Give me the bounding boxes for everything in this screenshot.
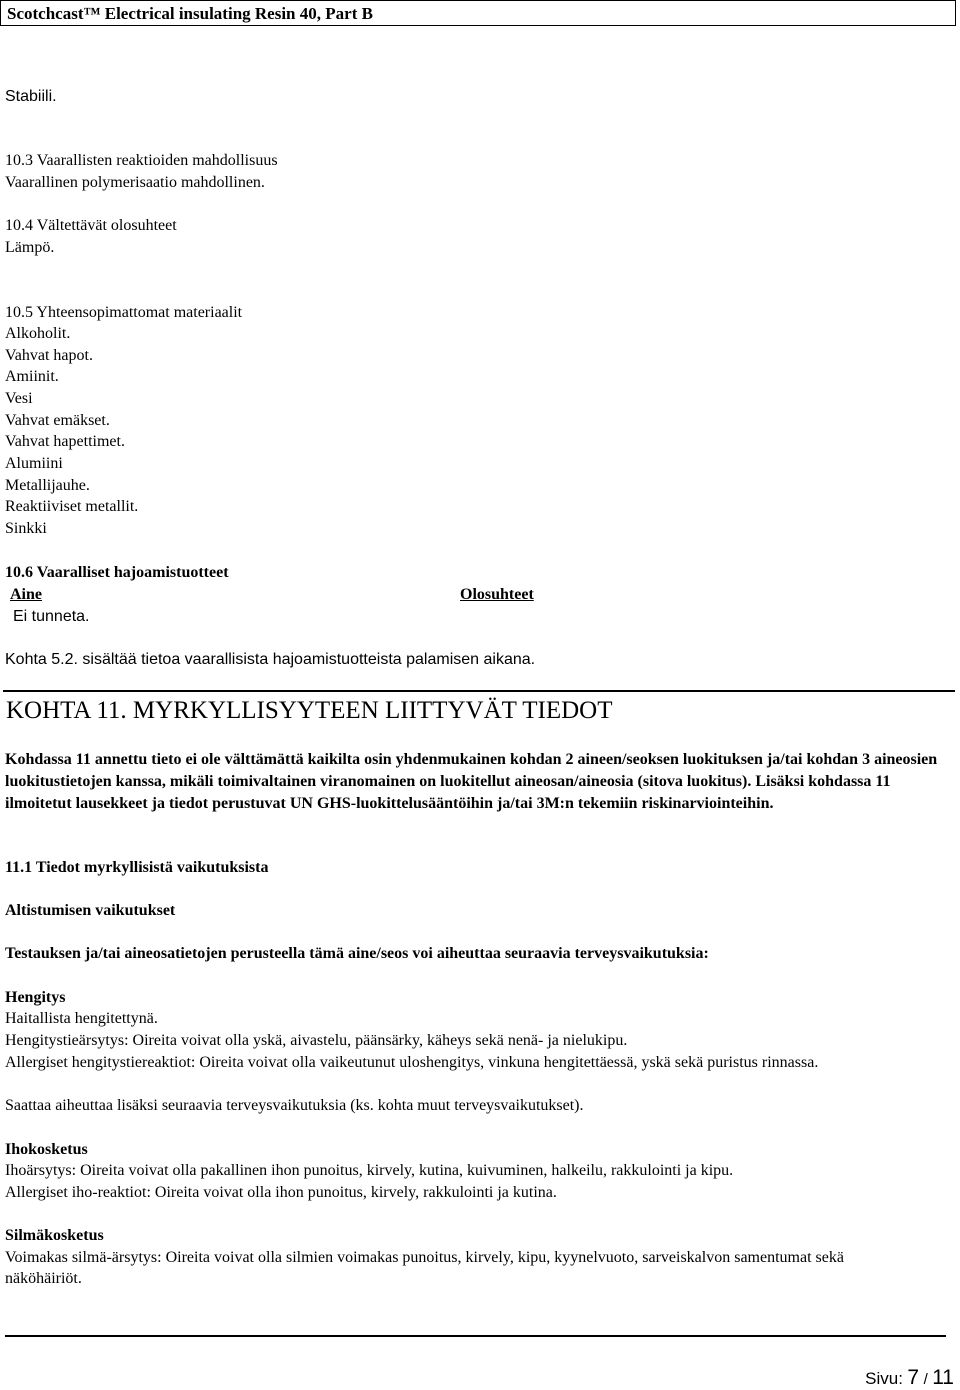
incompatible-item: Amiinit. (5, 368, 59, 385)
incompatible-item: Sinkki (5, 520, 47, 537)
section-10-3-text: Vaarallinen polymerisaatio mahdollinen. (5, 174, 265, 191)
incompatible-item: Vesi (5, 390, 33, 407)
section-11-intro: Kohdassa 11 annettu tieto ei ole välttämättä kaikilta osin yhdenmukainen kohdan 2 aineen/seoksen luokituksen ja/tai kohdan 3 aineosien luokitustietojen kanssa, mikäli toimivaltainen viranomainen on luokitellut aineosan/aineosia (sitova luokitus). Lisäksi kohdassa 11 ilmoitetut lausekkeet ja tiedot perustuvat UN GHS-luokittelusääntöihin ja/tai 3M:n tekemiin riskinarviointeihin. (5, 751, 938, 812)
eye-text: Voimakas silmä-ärsytys: Oireita voivat olla silmien voimakas punoitus, kirvely, kipu, kyynelvuoto, sarveiskalvon samentumat sekä näköhäiriöt. (5, 1249, 844, 1287)
page-label: Sivu: (865, 1369, 903, 1388)
skin-line: Ihoärsytys: Oireita voivat olla pakallinen ihon punoitus, kirvely, kutina, kuivuminen, halkeilu, rakkulointi ja kipu. (5, 1162, 734, 1179)
eye-heading: Silmäkosketus (5, 1227, 104, 1244)
inhalation-heading: Hengitys (5, 989, 66, 1006)
inhalation-line: Hengitystieärsytys: Oireita voivat olla yskä, aivastelu, päänsärky, käheys sekä nenä- ja nielukipu. (5, 1032, 628, 1049)
page-total: 11 (932, 1366, 954, 1389)
footer-divider (5, 1335, 946, 1337)
exposure-heading: Altistumisen vaikutukset (5, 902, 176, 919)
section-10-5-heading: 10.5 Yhteensopimattomat materiaalit (5, 304, 243, 321)
section-10-6-note: Kohta 5.2. sisältää tietoa vaarallisista hajoamistuotteista palamisen aikana. (5, 651, 536, 668)
incompatible-item: Alkoholit. (5, 325, 71, 342)
incompatible-item: Vahvat hapettimet. (5, 433, 125, 450)
column-header-conditions: Olosuhteet (460, 586, 534, 603)
column-header-substance: Aine (10, 586, 42, 603)
incompatible-item: Reaktiiviset metallit. (5, 498, 139, 515)
inhalation-line: Saattaa aiheuttaa lisäksi seuraavia terveysvaikutuksia (ks. kohta muut terveysvaikutukset). (5, 1097, 584, 1114)
inhalation-line: Haitallista hengitettynä. (5, 1010, 158, 1027)
inhalation-line: Allergiset hengitystiereaktiot: Oireita voivat olla vaikeutunut uloshengitys, vinkuna hengitettäessä, yskä sekä puristus rinnassa. (5, 1054, 819, 1071)
section-11-1-heading: 11.1 Tiedot myrkyllisistä vaikutuksista (5, 859, 269, 876)
incompatible-item: Metallijauhe. (5, 477, 90, 494)
incompatible-item: Vahvat hapot. (5, 347, 93, 364)
document-title: Scotchcast™ Electrical insulating Resin 40, Part B (7, 4, 373, 23)
effects-intro: Testauksen ja/tai aineosatietojen perusteella tämä aine/seos voi aiheuttaa seuraavia terveysvaikutuksia: (5, 945, 709, 962)
page-indicator (865, 1366, 954, 1390)
section-10-4-text: Lämpö. (5, 239, 55, 256)
section-10-4-heading: 10.4 Vältettävät olosuhteet (5, 217, 177, 234)
section-divider (3, 690, 955, 692)
section-11-title: KOHTA 11. MYRKYLLISYYTEEN LIITTYVÄT TIEDOT (6, 697, 613, 724)
section-10-6-heading: 10.6 Vaaralliset hajoamistuotteet (5, 564, 229, 581)
decomposition-value: Ei tunneta. (13, 608, 90, 625)
skin-line: Allergiset iho-reaktiot: Oireita voivat olla ihon punoitus, kirvely, rakkulointi ja kutina. (5, 1184, 557, 1201)
incompatible-item: Alumiini (5, 455, 63, 472)
page-separator: / (923, 1371, 928, 1388)
document-header (0, 0, 956, 26)
section-10-3-heading: 10.3 Vaarallisten reaktioiden mahdollisuus (5, 152, 278, 169)
page-current: 7 (907, 1366, 920, 1389)
stability-text: Stabiili. (5, 88, 57, 105)
incompatible-item: Vahvat emäkset. (5, 412, 110, 429)
skin-heading: Ihokosketus (5, 1141, 88, 1158)
